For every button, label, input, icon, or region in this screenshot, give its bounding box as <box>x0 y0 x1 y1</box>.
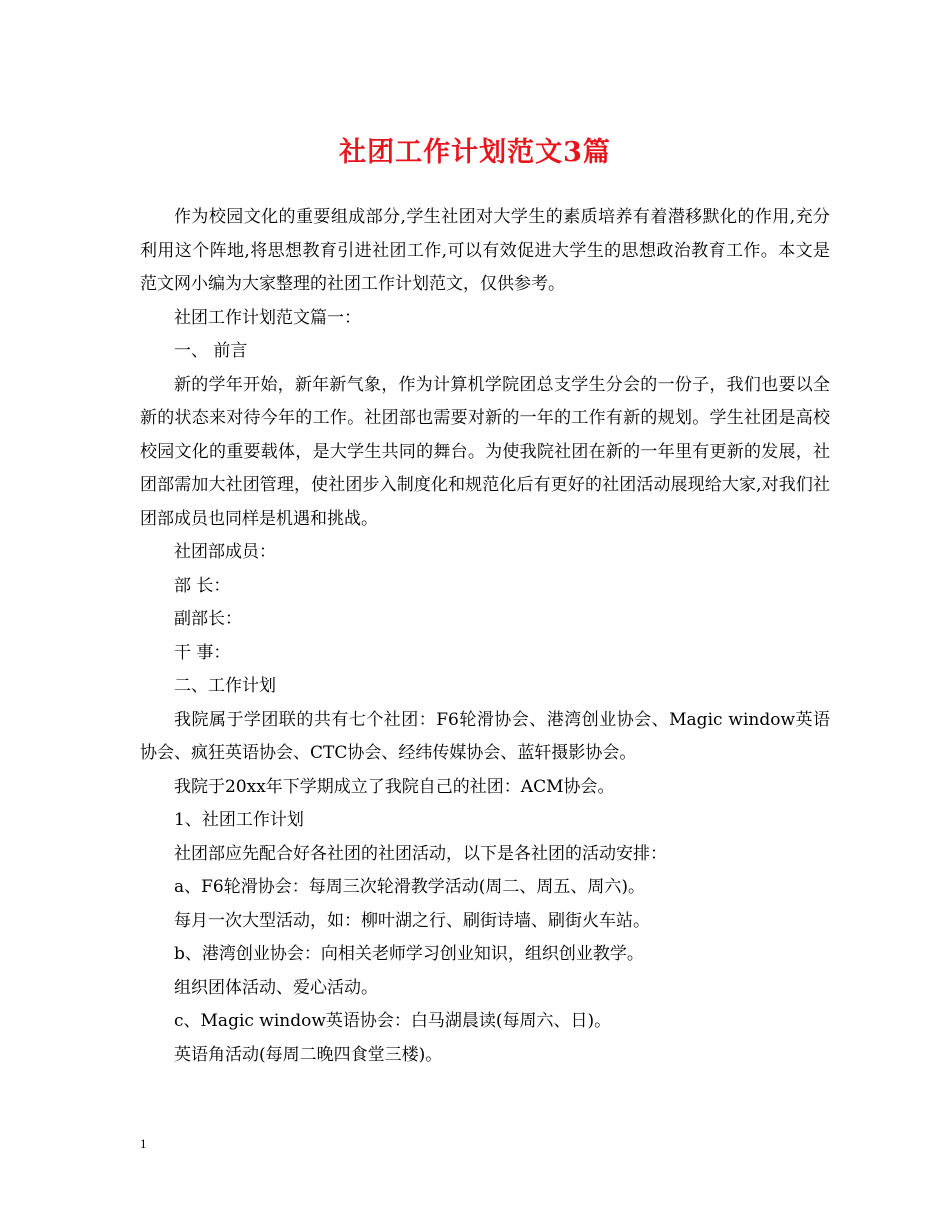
document-title: 社团工作计划范文3篇 <box>339 137 611 168</box>
paragraph: 部 长： <box>174 575 231 596</box>
page-number: 1 <box>140 1136 147 1151</box>
paragraph: 社团工作计划范文篇一： <box>174 307 361 328</box>
paragraph: 二、工作计划 <box>174 676 276 696</box>
paragraph: 作为校园文化的重要组成部分,学生社团对大学生的素质培养有着潜移默化的作用,充分利用这个阵地,将思想教育引进社团工作,可以有效促进大学生的思想政治教育工作。本文是范文网小编为大家整理的社团工作计划范文，仅供参考。 <box>140 207 830 294</box>
paragraph: 干 事： <box>174 642 231 663</box>
paragraph: 英语角活动(每周二晚四食堂三楼)。 <box>174 1044 443 1065</box>
paragraph: 一、 前言 <box>174 341 248 361</box>
paragraph: 我院属于学团联的共有七个社团：F6轮滑协会、港湾创业协会、Magic window英语协会、疯狂英语协会、CTC协会、经纬传媒协会、蓝轩摄影协会。 <box>140 709 830 763</box>
paragraph: 社团部成员： <box>174 542 276 562</box>
paragraph: 每月一次大型活动，如：柳叶湖之行、刷街诗墙、刷街火车站。 <box>174 910 650 931</box>
paragraph: 1、社团工作计划 <box>174 810 304 830</box>
paragraph: a、F6轮滑协会：每周三次轮滑教学活动(周二、周五、周六)。 <box>174 877 646 897</box>
document-body <box>140 201 830 1072</box>
paragraph: 新的学年开始，新年新气象，作为计算机学院团总支学生分会的一份子，我们也要以全新的状态来对待今年的工作。社团部也需要对新的一年的工作有新的规划。学生社团是高校校园文化的重要载体，是大学生共同的舞台。为使我院社团在新的一年里有更新的发展，社团部需加大社团管理，使社团步入制度化和规范化后有更好的社团活动展现给大家,对我们社团部成员也同样是机遇和挑战。 <box>140 374 830 529</box>
paragraph: 我院于20xx年下学期成立了我院自己的社团：ACM协会。 <box>174 776 615 797</box>
paragraph: 组织团体活动、爱心活动。 <box>174 977 378 998</box>
paragraph: b、港湾创业协会：向相关老师学习创业知识，组织创业教学。 <box>174 944 644 964</box>
paragraph: c、Magic window英语协会：白马湖晨读(每周六、日)。 <box>174 1011 612 1031</box>
paragraph: 副部长： <box>174 609 242 629</box>
paragraph: 社团部应先配合好各社团的社团活动，以下是各社团的活动安排： <box>174 843 667 864</box>
